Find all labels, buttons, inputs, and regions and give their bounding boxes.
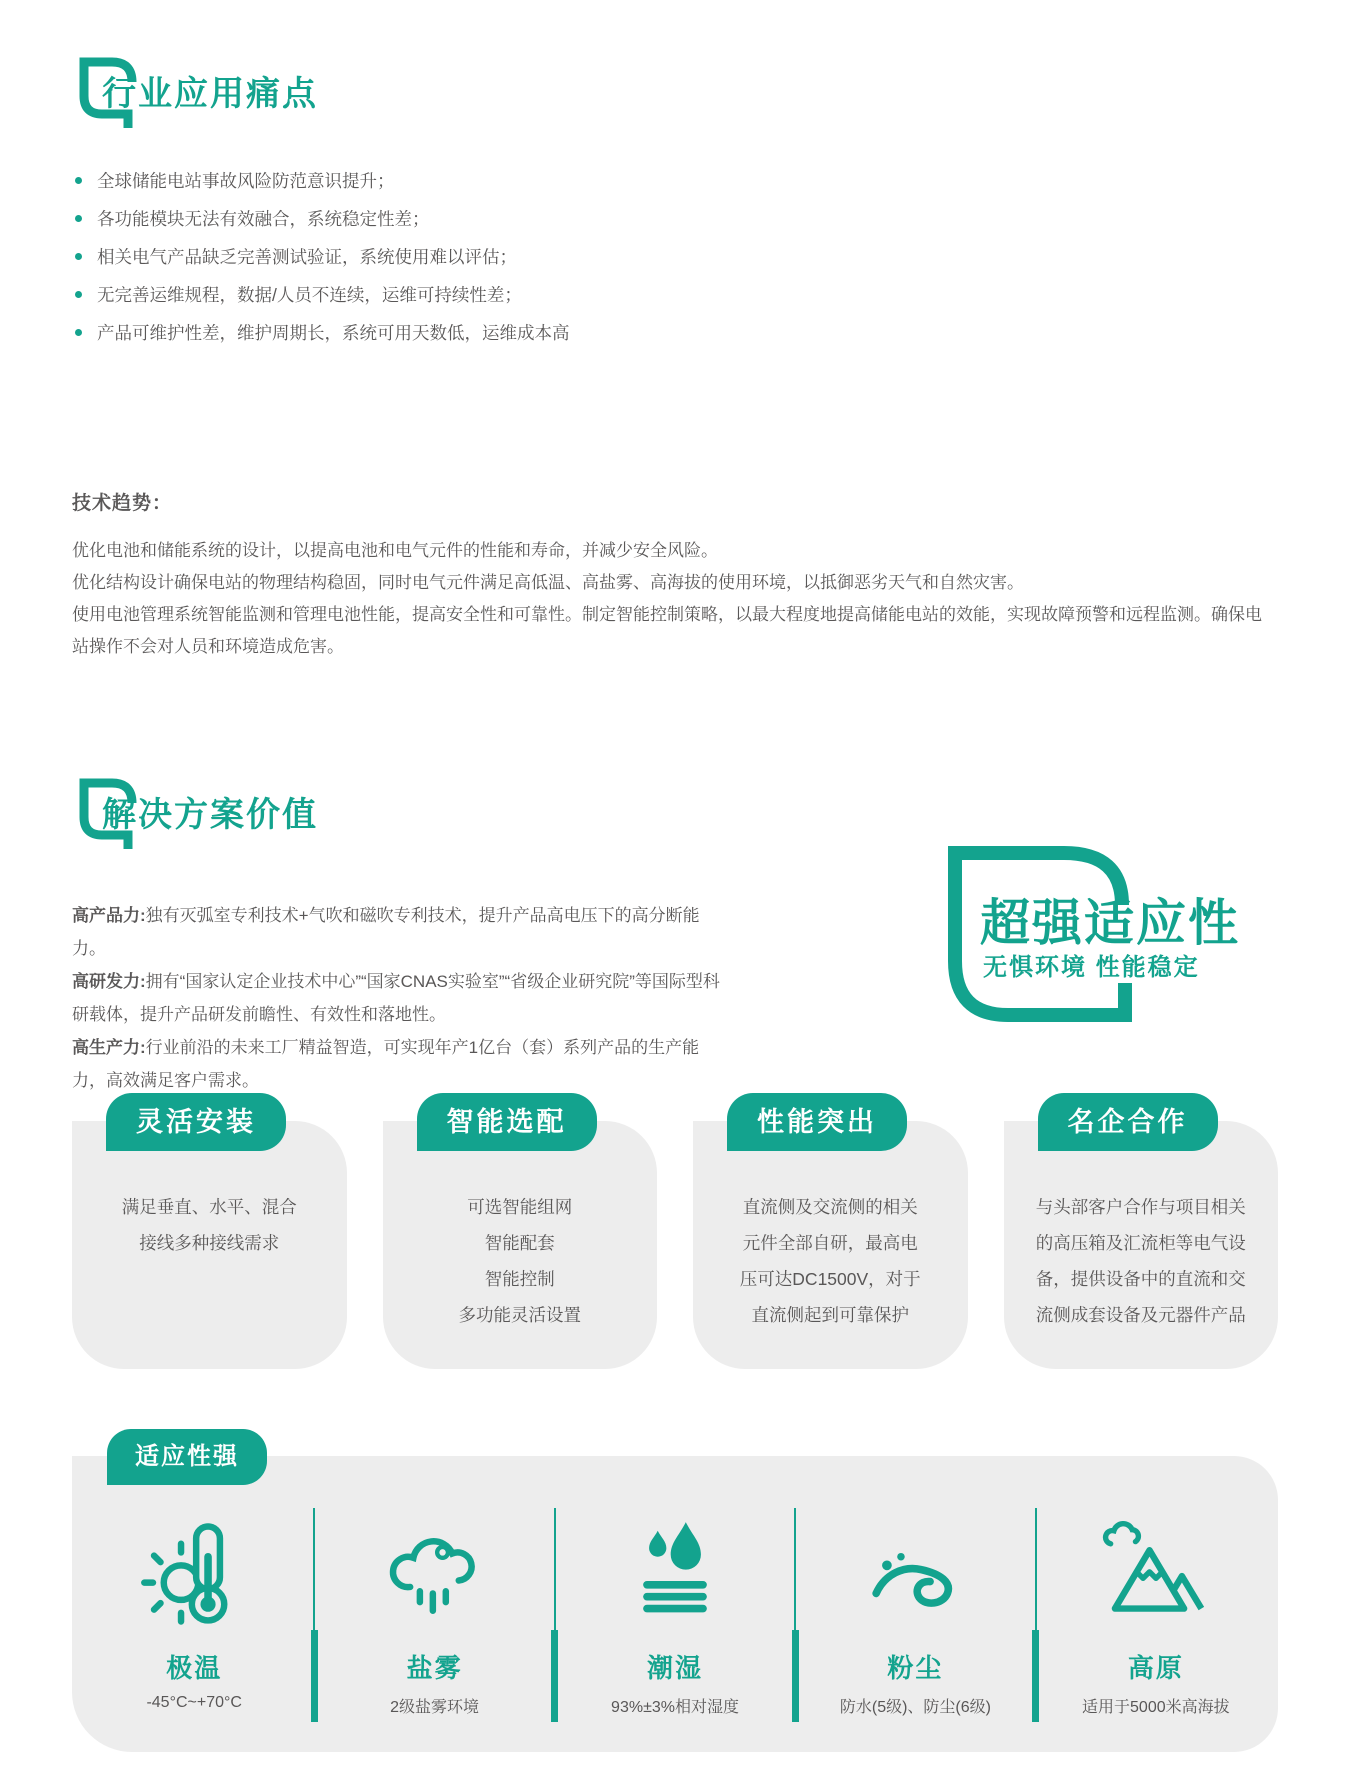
feature-cards-row — [72, 1107, 1278, 1369]
bullet-dot-icon — [75, 253, 82, 260]
bullet-dot-icon — [75, 177, 82, 184]
adaptability-highlight — [944, 843, 1284, 1058]
card-line: 直流侧及交流侧的相关 — [742, 1197, 918, 1217]
card-title-badge: 灵活安装 — [106, 1093, 286, 1151]
value-paragraph — [72, 965, 732, 1031]
tech-trends-paragraph: 使用电池管理系统智能监测和管理电池性能，提高安全性和可靠性。制定智能控制策略，以最大程度地提高储能电站的效能，实现故障预警和远程监测。确保电站操作不会对人员和环境造成危害。 — [72, 605, 1262, 656]
env-subtitle: 防水(5级)、防尘(6级) — [839, 1699, 991, 1716]
column-divider — [791, 1508, 799, 1722]
value-paragraph — [72, 899, 732, 965]
card-outstanding-performance — [693, 1107, 968, 1369]
column-divider — [310, 1508, 318, 1722]
solution-value-text — [72, 899, 732, 1097]
card-line: 的高压箱及汇流柜等电气设 — [1035, 1233, 1246, 1253]
column-divider — [1032, 1508, 1040, 1722]
pain-point-text: 产品可维护性差，维护周期长，系统可用天数低，运维成本高 — [97, 323, 570, 343]
card-line: 压可达DC1500V，对于 — [739, 1269, 921, 1289]
card-body — [693, 1121, 968, 1369]
card-body — [72, 1121, 347, 1369]
pain-point-item — [72, 170, 1278, 192]
bullet-dot-icon — [75, 329, 82, 336]
bullet-dot-icon — [75, 215, 82, 222]
pain-point-text: 各功能模块无法有效融合，系统稳定性差； — [97, 209, 430, 229]
card-smart-options — [383, 1107, 658, 1369]
card-title-badge: 智能选配 — [417, 1093, 597, 1151]
value-lead: 高产品力: — [72, 906, 146, 925]
card-line: 直流侧起到可靠保护 — [751, 1305, 909, 1325]
tech-trends-heading: 技术趋势： — [72, 493, 173, 514]
value-lead: 高生产力: — [72, 1038, 146, 1057]
card-line: 备，提供设备中的直流和交 — [1035, 1269, 1246, 1289]
pain-point-text: 全球储能电站事故风险防范意识提升； — [97, 171, 395, 191]
tech-trends-paragraph: 优化结构设计确保电站的物理结构稳固，同时电气元件满足高低温、高盐雾、高海拔的使用环境，以抵御恶劣天气和自然灾害。 — [72, 573, 1024, 592]
value-body: 独有灭弧室专利技术+气吹和磁吹专利技术，提升产品高电压下的高分断能力。 — [72, 906, 700, 958]
value-paragraph — [72, 1031, 732, 1097]
env-col-salt-fog — [318, 1508, 550, 1722]
card-body — [1004, 1121, 1279, 1369]
solution-value-title: 解决方案价值 — [102, 796, 318, 834]
extreme-temperature-icon — [140, 1520, 248, 1628]
card-line: 智能控制 — [484, 1269, 555, 1289]
pain-point-item — [72, 208, 1278, 230]
card-line: 智能配套 — [484, 1233, 555, 1253]
env-subtitle: 适用于5000米高海拔 — [1082, 1699, 1230, 1716]
env-subtitle: 93%±3%相对湿度 — [611, 1699, 739, 1716]
card-body — [383, 1121, 658, 1369]
card-flexible-install — [72, 1107, 347, 1369]
value-body: 行业前沿的未来工厂精益智造，可实现年产1亿台（套）系列产品的生产能力，高效满足客户需求。 — [72, 1038, 700, 1090]
highlight-title: 超强适应性 — [980, 895, 1240, 951]
plateau-icon — [1102, 1520, 1210, 1628]
env-col-extreme-temperature — [78, 1508, 310, 1722]
adaptability-badge: 适应性强 — [107, 1429, 267, 1485]
humidity-icon — [621, 1520, 729, 1628]
tech-trends-section — [72, 488, 1278, 663]
env-col-dust — [799, 1508, 1031, 1722]
dust-icon — [861, 1520, 969, 1628]
env-col-humidity — [559, 1508, 791, 1722]
solution-value-section — [72, 773, 1278, 1097]
value-body: 拥有“国家认定企业技术中心”“国家CNAS实验室”“省级企业研究院”等国际型科研载体，提升产品研发前瞻性、有效性和落地性。 — [72, 972, 720, 1024]
column-divider — [551, 1508, 559, 1722]
pain-point-text: 无完善运维规程，数据/人员不连续，运维可持续性差； — [97, 285, 522, 305]
env-title: 盐雾 — [406, 1653, 463, 1683]
salt-fog-icon — [381, 1520, 489, 1628]
card-line: 元件全部自研，最高电 — [742, 1233, 918, 1253]
adaptability-section — [72, 1443, 1278, 1752]
card-line: 与头部客户合作与项目相关 — [1035, 1197, 1246, 1217]
env-subtitle: -45°C~+70°C — [146, 1694, 242, 1711]
card-line: 流侧成套设备及元器件产品 — [1035, 1305, 1246, 1325]
pain-points-title: 行业应用痛点 — [102, 75, 318, 113]
pain-point-item — [72, 322, 1278, 344]
pain-point-text: 相关电气产品缺乏完善测试验证，系统使用难以评估； — [97, 247, 517, 267]
env-subtitle: 2级盐雾环境 — [390, 1699, 480, 1716]
highlight-subtitle: 无惧环境 性能稳定 — [983, 954, 1200, 981]
value-lead: 高研发力: — [72, 972, 146, 991]
env-title: 粉尘 — [887, 1653, 944, 1683]
card-line: 满足垂直、水平、混合 — [121, 1197, 297, 1217]
card-title-badge: 名企合作 — [1038, 1093, 1218, 1151]
card-line: 可选智能组网 — [467, 1197, 573, 1217]
card-line: 接线多种接线需求 — [139, 1233, 280, 1253]
pain-point-item — [72, 246, 1278, 268]
env-title: 高原 — [1127, 1653, 1184, 1683]
env-col-plateau — [1040, 1508, 1272, 1722]
pain-points-list — [72, 170, 1278, 344]
card-line: 多功能灵活设置 — [458, 1305, 581, 1325]
pain-points-header — [72, 52, 1278, 134]
tech-trends-paragraph: 优化电池和储能系统的设计，以提高电池和电气元件的性能和寿命，并减少安全风险。 — [72, 541, 718, 560]
adaptability-columns — [78, 1508, 1272, 1722]
env-title: 潮湿 — [647, 1653, 704, 1683]
env-title: 极温 — [166, 1653, 223, 1683]
card-title-badge: 性能突出 — [727, 1093, 907, 1151]
bullet-dot-icon — [75, 291, 82, 298]
card-top-partners — [1004, 1107, 1279, 1369]
pain-point-item — [72, 284, 1278, 306]
